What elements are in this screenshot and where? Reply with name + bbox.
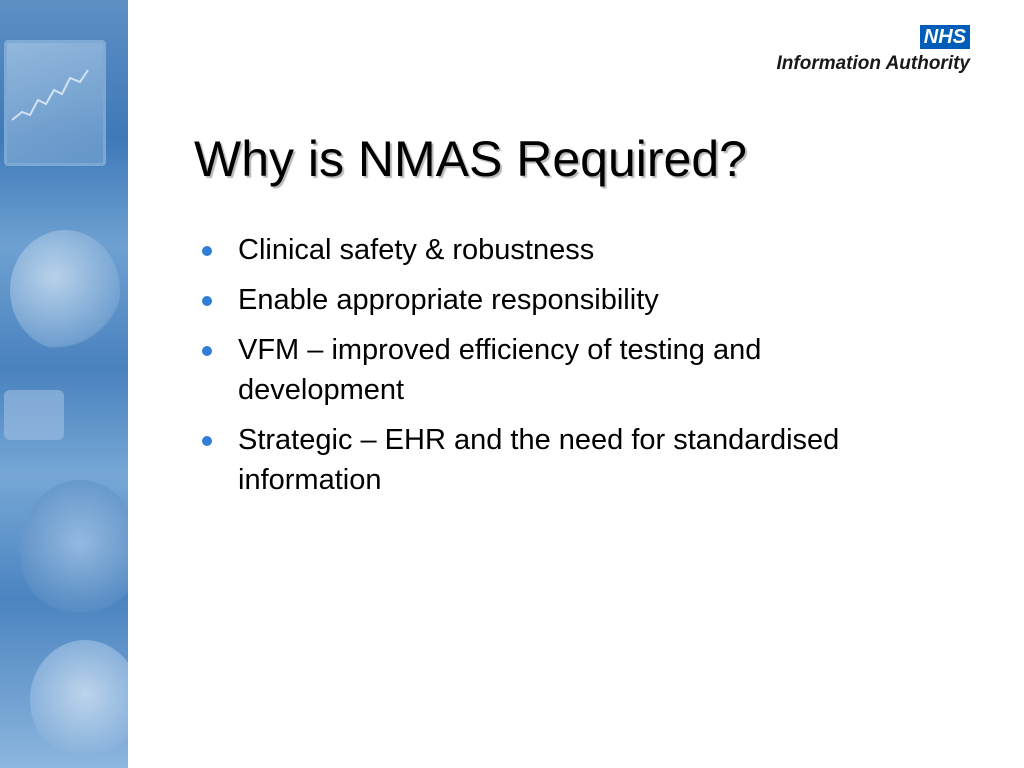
decorative-photo-strip (0, 0, 128, 768)
bullet-item (196, 280, 896, 320)
organisation-name: Information Authority (776, 53, 970, 74)
bullet-text: Enable appropriate responsibility (238, 284, 659, 316)
bullet-dot-icon (202, 246, 212, 256)
bullet-dot-icon (202, 296, 212, 306)
bullet-item (196, 330, 896, 410)
baby-image (30, 640, 128, 760)
bullet-dot-icon (202, 346, 212, 356)
person-image (20, 480, 128, 620)
slide-title: Why is NMAS Required? (194, 131, 747, 187)
bullet-text: Strategic – EHR and the need for standardised information (238, 424, 840, 496)
graph-icon (10, 60, 90, 130)
bullet-item (196, 420, 896, 500)
connector-image (4, 390, 64, 440)
bullet-text: VFM – improved efficiency of testing and development (238, 334, 762, 406)
nhs-badge: NHS (920, 25, 970, 49)
pills-image (10, 230, 120, 350)
bullet-dot-icon (202, 436, 212, 446)
bullet-text: Clinical safety & robustness (238, 234, 595, 266)
bullet-item (196, 230, 896, 270)
nhs-logo (777, 25, 971, 75)
bullet-list (196, 230, 896, 510)
